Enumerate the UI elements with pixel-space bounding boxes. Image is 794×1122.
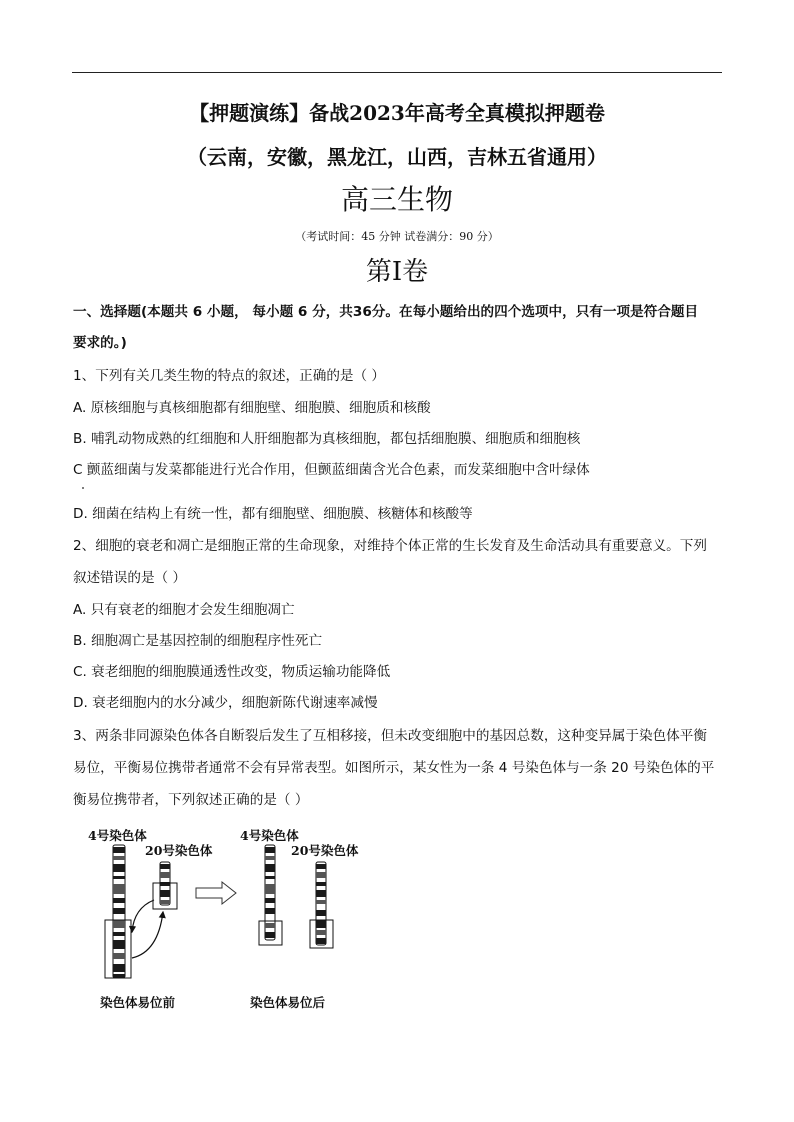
q1-option-b: B. 哺乳动物成熟的红细胞和人肝细胞都为真核细胞，都包括细胞膜、细胞质和细胞核 [73,431,581,447]
before-chr20-band [160,890,170,897]
before-chr4-band [113,898,125,903]
after-chr20-label: 20号染色体 [291,843,359,858]
after-chr4-band [265,932,275,938]
section-instructions-line2: 要求的。) [73,335,127,351]
after-chr4-band [265,884,275,894]
volume-title: 第I卷 [365,257,429,287]
after-chr4-band [265,923,275,928]
q1-option-d: D. 细菌在结构上有统一性，都有细胞壁、细胞膜、核糖体和核酸等 [73,506,473,522]
q2-option-d: D. 衰老细胞内的水分减少，细胞新陈代谢速率减慢 [73,695,378,711]
stray-dot [82,487,84,489]
exchange-arrow-up-icon [132,912,163,958]
after-chr4-band [265,864,275,872]
q3-stem-line2: 易位，平衡易位携带者通常不会有异常表型。如图所示，某女性为一条 4 号染色体与一条 20 号染色体的平 [73,760,715,776]
after-chr4-band [265,898,275,903]
q2-option-a: A. 只有衰老的细胞才会发生细胞凋亡 [73,602,295,618]
after-chr20-band [316,920,326,928]
q2-stem-line1: 2、细胞的衰老和凋亡是细胞正常的生命现象，对维持个体正常的生长发育及生命活动具有重要意义。下列 [73,538,707,554]
after-chr4-band [265,856,275,860]
exam-info: （考试时间：45 分钟 试卷满分：90 分） [295,230,499,243]
hollow-right-arrow-icon [196,882,236,904]
before-chr4-band [113,876,125,879]
after-chr20-band [316,900,326,904]
before-chr4-band [113,953,125,959]
after-chr4-band [265,847,275,853]
before-chr20-band [160,864,170,869]
after-chr20-band [316,910,326,916]
exam-title: 【押题演练】备战2023年高考全真模拟押题卷 [189,101,605,125]
after-chr20-band [316,890,326,897]
after-chr4-band [265,908,275,914]
after-chr20-band [316,864,326,869]
chromosomes-group [113,845,326,978]
before-chr4-band [113,864,125,872]
before-chr4-band [113,856,125,860]
before-chr20-label: 20号染色体 [145,843,213,858]
after-chr4-label: 4号染色体 [240,828,299,843]
q2-stem-line2: 叙述错误的是（ ） [73,570,187,586]
after-caption: 染色体易位后 [250,995,326,1010]
section-instructions-line1: 一、选择题(本题共 6 小题， 每小题 6 分，共36分。在每小题给出的四个选项中，只有一项是符合题目 [73,304,699,320]
q1-option-c: C 颤蓝细菌与发菜都能进行光合作用，但颤蓝细菌含光合色素，而发菜细胞中含叶绿体 [73,462,590,478]
before-chr4-band [113,964,125,972]
after-chr4-band [265,876,275,879]
before-chr4-band [113,974,125,978]
after-chr20-band [316,882,326,886]
before-chr20-band [160,900,170,904]
before-chr4-band [113,920,125,928]
before-chr20-band [160,872,170,878]
chromosome-translocation-figure [60,820,380,1015]
exchange-arrow-down-icon [132,900,154,932]
q2-option-b: B. 细胞凋亡是基因控制的细胞程序性死亡 [73,633,323,649]
after-chr20-band [316,930,326,935]
after-chr20-band [316,938,326,944]
q1-option-a: A. 原核细胞与真核细胞都有细胞壁、细胞膜、细胞质和核酸 [73,400,431,416]
q3-stem-line3: 衡易位携带者，下列叙述正确的是（ ） [73,792,309,808]
before-chr4-band [113,908,125,914]
before-chr4-band [113,932,125,936]
before-chr4-label: 4号染色体 [88,828,147,843]
subject-title: 高三生物 [340,183,453,216]
before-caption: 染色体易位前 [100,995,176,1010]
top-rule [72,72,722,73]
exam-subtitle: （云南，安徽，黑龙江，山西，吉林五省通用） [187,145,607,169]
q2-option-c: C. 衰老细胞的细胞膜通透性改变，物质运输功能降低 [73,664,391,680]
before-chr4-band [113,847,125,853]
before-chr4-band [113,884,125,894]
q3-stem-line1: 3、两条非同源染色体各自断裂后发生了互相移接，但未改变细胞中的基因总数，这种变异属于染色体平衡 [73,728,707,744]
q1-stem: 1、下列有关几类生物的特点的叙述，正确的是（ ） [73,368,386,384]
before-chr4-band [113,940,125,949]
after-chr20-band [316,872,326,878]
